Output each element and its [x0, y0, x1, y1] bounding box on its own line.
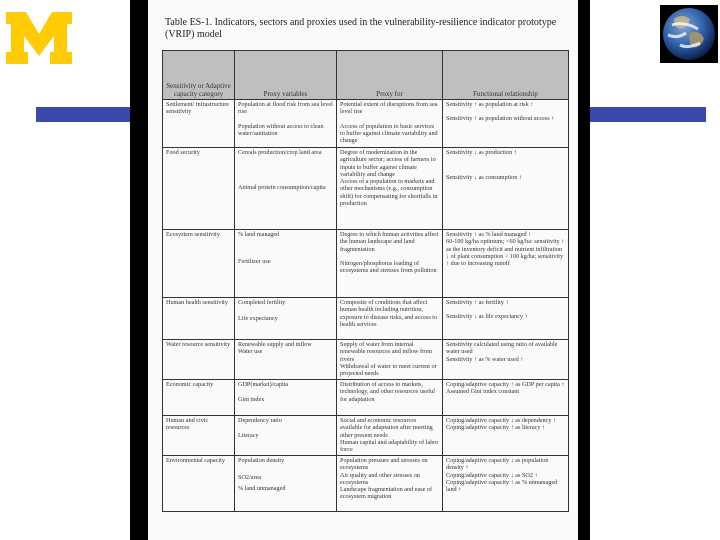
proxy-for-text: Degree of modernization in the agriculture sector; access of farmers to inputs to buffer against climate variability and change	[340, 149, 436, 178]
category-cell: Human health sensitivity	[163, 298, 235, 340]
category-cell: Settlement/ infrastructure sensitivity	[163, 100, 235, 148]
proxy-cell	[235, 456, 337, 512]
proxy-variable: Life expectancy	[238, 315, 278, 323]
column-header: Proxy for	[337, 51, 443, 100]
proxy-variable: Completed fertility	[238, 299, 286, 306]
column-header: Functional relationship	[443, 51, 569, 100]
table-row	[163, 148, 569, 230]
relationship-text: Coping/adaptive capacity ↑ as % unmanaged land ↑	[446, 478, 558, 494]
proxy-for-cell	[337, 340, 443, 380]
relationship-text: Sensitivity ↓ as production ↑	[446, 149, 517, 156]
category-cell: Economic capacity	[163, 380, 235, 416]
proxy-for-text: Access of a population to markets and other mechanisms (e.g., consumption shift) for compensating for shortfalls in production	[340, 178, 438, 208]
relationship-text: Sensitivity ↑ as fertility ↑	[446, 299, 509, 306]
proxy-for-text: Supply of water from internal renewable resources and inflow from rivers	[340, 341, 433, 363]
relationship-cell	[443, 416, 569, 456]
relationship-text: Coping/adaptive capacity ↑ as literacy ↑	[446, 424, 546, 432]
proxy-for-text: Air quality and other stresses on ecosystems	[340, 471, 420, 486]
relationship-cell	[443, 230, 569, 298]
proxy-variable: Literacy	[238, 432, 259, 440]
proxy-cell	[235, 380, 337, 416]
proxy-variable: SO2/area	[238, 474, 262, 482]
relationship-text: Sensitivity ↑ as % water used ↑	[446, 355, 524, 363]
proxy-variable: GDP(market)/capita	[238, 381, 289, 388]
proxy-variable: Population without access to clean water/sanitation	[238, 122, 324, 137]
relationship-text: 60-100 kg/ha optimum; <60 kg/ha: sensitivity ↑ as the inventory deficit and nutrient infiltration ↓ of plant consumption > 100 kg/ha; sensitivity ↑ due to increasing runoff	[446, 238, 565, 268]
earth-globe-image	[660, 5, 718, 63]
relationship-text: Coping/adaptive capacity ↓ as dependency ↑	[446, 417, 557, 424]
table-row	[163, 416, 569, 456]
relationship-text: Coping/adaptive capacity ↓ as population density ↑	[446, 457, 549, 472]
proxy-variable: Renewable supply and inflow	[238, 341, 312, 348]
proxy-cell	[235, 148, 337, 230]
proxy-cell	[235, 230, 337, 298]
proxy-for-cell	[337, 148, 443, 230]
proxy-cell	[235, 416, 337, 456]
relationship-cell	[443, 380, 569, 416]
relationship-text: Sensitivity ↑ as population at risk ↑	[446, 101, 534, 108]
table-title: Table ES-1. Indicators, sectors and proxies used in the vulnerability-resilience indicator prototype (VRIP) model	[165, 17, 557, 40]
proxy-cell	[235, 100, 337, 148]
proxy-variable: Gini index	[238, 396, 265, 404]
proxy-for-cell	[337, 456, 443, 512]
proxy-for-cell	[337, 298, 443, 340]
relationship-text: Sensitivity ↑ as % land managed ↑	[446, 231, 532, 238]
michigan-m-logo	[4, 10, 74, 66]
proxy-variable: Population at flood risk from sea level rise	[238, 101, 333, 116]
category-cell: Water resource sensitivity	[163, 340, 235, 380]
relationship-text: Coping/adaptive capacity ↑ as GDP per capita ↑	[446, 381, 565, 388]
proxy-for-text: Nitrogen/phosphorus loading of ecosystems and stresses from pollution	[340, 259, 437, 275]
proxy-for-text: Distribution of access to markets, technology, and other resources useful for adaptation	[340, 381, 435, 403]
proxy-for-cell	[337, 100, 443, 148]
m-logo-shape	[6, 12, 72, 64]
column-header: Sensitivity or Adaptive capacity category	[163, 51, 235, 100]
relationship-text: Sensitivity ↓ as consumption ↑	[446, 174, 522, 182]
indicator-table	[162, 50, 568, 530]
proxy-for-text: Landscape fragmentation and ease of ecosystem migration	[340, 486, 433, 501]
category-cell: Human and civic resources	[163, 416, 235, 456]
proxy-variable: % land managed	[238, 231, 280, 238]
proxy-variable: Population density	[238, 457, 285, 464]
proxy-for-text: Potential extent of disruptions from sea level rise	[340, 101, 438, 116]
proxy-for-text: Withdrawal of water to meet current or projected needs	[340, 362, 437, 378]
proxy-for-cell	[337, 416, 443, 456]
table-row	[163, 230, 569, 298]
proxy-variable: % land unmanaged	[238, 484, 286, 492]
table-header-row	[163, 51, 569, 100]
relationship-text: Sensitivity calculated using ratio of available water used	[446, 341, 558, 356]
table-row	[163, 380, 569, 416]
proxy-variable: Water use	[238, 348, 263, 356]
column-header: Proxy variables	[235, 51, 337, 100]
category-cell: Ecosystem sensitivity	[163, 230, 235, 298]
relationship-text: Coping/adaptive capacity ↓ as SO2 ↑	[446, 471, 538, 479]
proxy-for-cell	[337, 230, 443, 298]
proxy-for-text: Human capital and adaptability of labor force	[340, 438, 439, 454]
relationship-cell	[443, 298, 569, 340]
proxy-for-text: Population pressure and stresses on ecosystems	[340, 457, 428, 472]
table-row	[163, 456, 569, 512]
category-cell: Food security	[163, 148, 235, 230]
proxy-for-text: Composite of conditions that affect human health including nutrition, exposure to disease risks, and access to health services	[340, 299, 438, 328]
relationship-cell	[443, 340, 569, 380]
table-row	[163, 298, 569, 340]
category-cell: Environmental capacity	[163, 456, 235, 512]
table-row	[163, 100, 569, 148]
relationship-text: Sensitivity ↓ as life expectancy ↑	[446, 313, 528, 321]
proxy-cell	[235, 298, 337, 340]
proxy-variable: Cereals production/crop land area	[238, 149, 322, 156]
relationship-text: Assumed Gini index constant	[446, 388, 520, 396]
proxy-for-cell	[337, 380, 443, 416]
proxy-variable: Animal protein consumption/capita	[238, 184, 326, 192]
relationship-text: Sensitivity ↑ as population without access ↑	[446, 115, 555, 123]
proxy-for-text: Degree to which human activities affect the human landscape and land fragmentation	[340, 231, 439, 253]
proxy-cell	[235, 340, 337, 380]
proxy-for-text: Access of population to basic services to buffer against climate variability and change	[340, 122, 438, 145]
relationship-cell	[443, 148, 569, 230]
table-row	[163, 340, 569, 380]
proxy-for-text: Social and economic resources available for adaptation after meeting other present needs	[340, 417, 433, 439]
proxy-variable: Dependency ratio	[238, 417, 282, 424]
proxy-variable: Fertilizer use	[238, 258, 271, 266]
relationship-cell	[443, 456, 569, 512]
relationship-cell	[443, 100, 569, 148]
